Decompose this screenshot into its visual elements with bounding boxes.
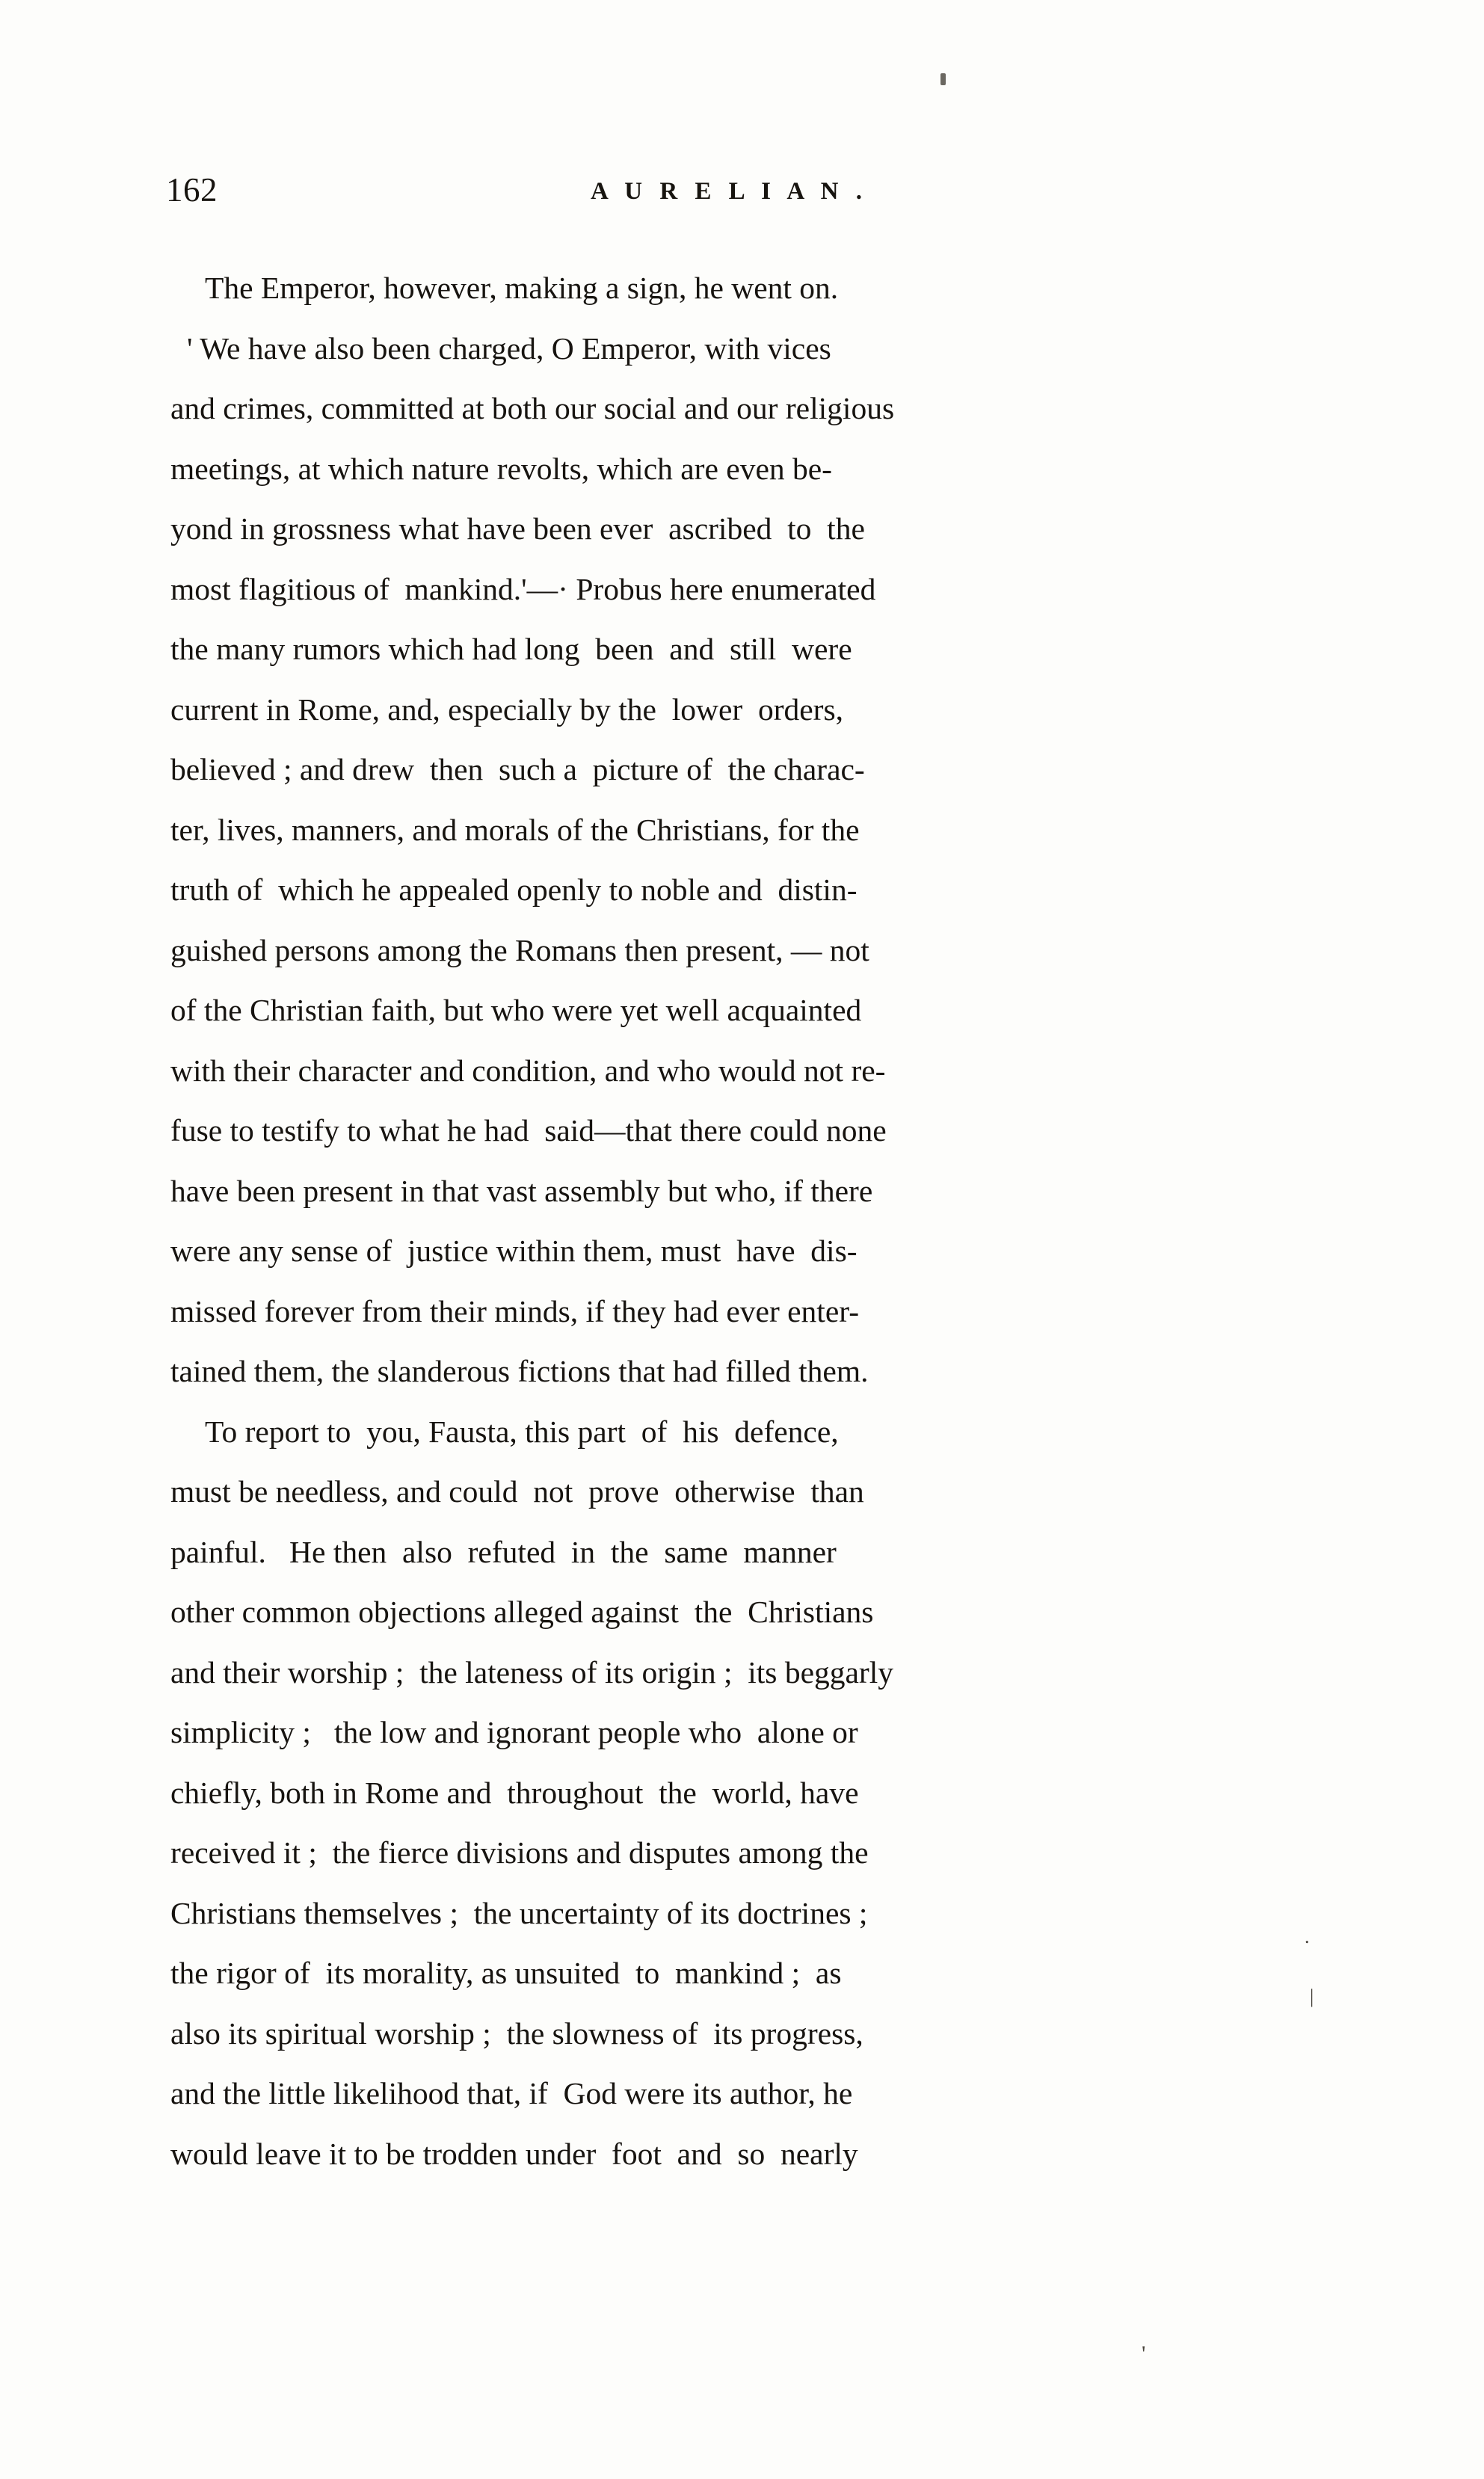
text-line: the rigor of its morality, as unsuited to mankind ; as bbox=[170, 1956, 842, 1990]
text-line: Christians themselves ; the uncertainty of its doctrines ; bbox=[170, 1895, 868, 1930]
text-line: believed ; and drew then such a picture of the charac- bbox=[170, 752, 865, 786]
page-number: 162 bbox=[166, 171, 218, 209]
text-line: received it ; the fierce divisions and disputes among the bbox=[170, 1835, 869, 1870]
text-line: truth of which he appealed openly to noble and distin- bbox=[170, 872, 858, 907]
edge-mark-period: . bbox=[1305, 1926, 1310, 1947]
text-line: must be needless, and could not prove otherwise than bbox=[170, 1474, 864, 1509]
edge-mark-bar: | bbox=[1310, 1986, 1314, 2007]
text-line: chiefly, both in Rome and throughout the world, have bbox=[170, 1775, 859, 1810]
text-line: with their character and condition, and who would not re- bbox=[170, 1053, 886, 1088]
text-line: painful. He then also refuted in the same manner bbox=[170, 1534, 837, 1569]
text-line: most flagitious of mankind.'—· Probus here enumerated bbox=[170, 571, 876, 606]
ink-speck-top bbox=[940, 73, 946, 85]
text-line: ter, lives, manners, and morals of the Christians, for the bbox=[170, 812, 860, 847]
text-line: were any sense of justice within them, must have dis- bbox=[170, 1234, 858, 1268]
text-line: yond in grossness what have been ever ascribed to the bbox=[170, 511, 865, 546]
text-line: simplicity ; the low and ignorant people who alone or bbox=[170, 1715, 858, 1749]
running-head: A U R E L I A N . bbox=[591, 178, 868, 205]
paragraph-3 bbox=[170, 1402, 1307, 2184]
text-line: tained them, the slanderous fictions that had filled them. bbox=[170, 1354, 869, 1388]
text-line: the many rumors which had long been and still were bbox=[170, 632, 852, 666]
paragraph-1 bbox=[170, 258, 1307, 318]
text-line: and their worship ; the lateness of its origin ; its beggarly bbox=[170, 1654, 894, 1690]
text-line: and crimes, committed at both our social and our religious bbox=[170, 391, 895, 425]
text-line: missed forever from their minds, if they had ever enter- bbox=[170, 1293, 860, 1328]
text-line: of the Christian faith, but who were yet well acquainted bbox=[170, 993, 862, 1027]
ink-mark-bottom: ' bbox=[1142, 2341, 1146, 2366]
text-line: guished persons among the Romans then present, — not bbox=[170, 932, 869, 967]
paragraph-2 bbox=[170, 318, 1307, 1402]
text-line: also its spiritual worship ; the slowness of its progress, bbox=[170, 2015, 863, 2051]
page-body bbox=[170, 258, 1307, 2184]
text-line: and the little likelihood that, if God were its author, he bbox=[170, 2076, 853, 2110]
text-line: would leave it to be trodden under foot and so nearly bbox=[170, 2136, 858, 2171]
text-line: To report to you, Fausta, this part of his defence, bbox=[205, 1414, 839, 1449]
text-line: meetings, at which nature revolts, which are even be- bbox=[170, 451, 832, 486]
text-line: other common objections alleged against the Christians bbox=[170, 1595, 874, 1629]
text-line: The Emperor, however, making a sign, he went on. bbox=[205, 271, 839, 305]
text-line: ' We have also been charged, O Emperor, with vices bbox=[187, 330, 831, 366]
text-line: current in Rome, and, especially by the lower orders, bbox=[170, 692, 844, 727]
text-line: have been present in that vast assembly but who, if there bbox=[170, 1173, 873, 1208]
text-line: fuse to testify to what he had said—that there could none bbox=[170, 1113, 887, 1148]
page-header bbox=[0, 170, 1484, 215]
